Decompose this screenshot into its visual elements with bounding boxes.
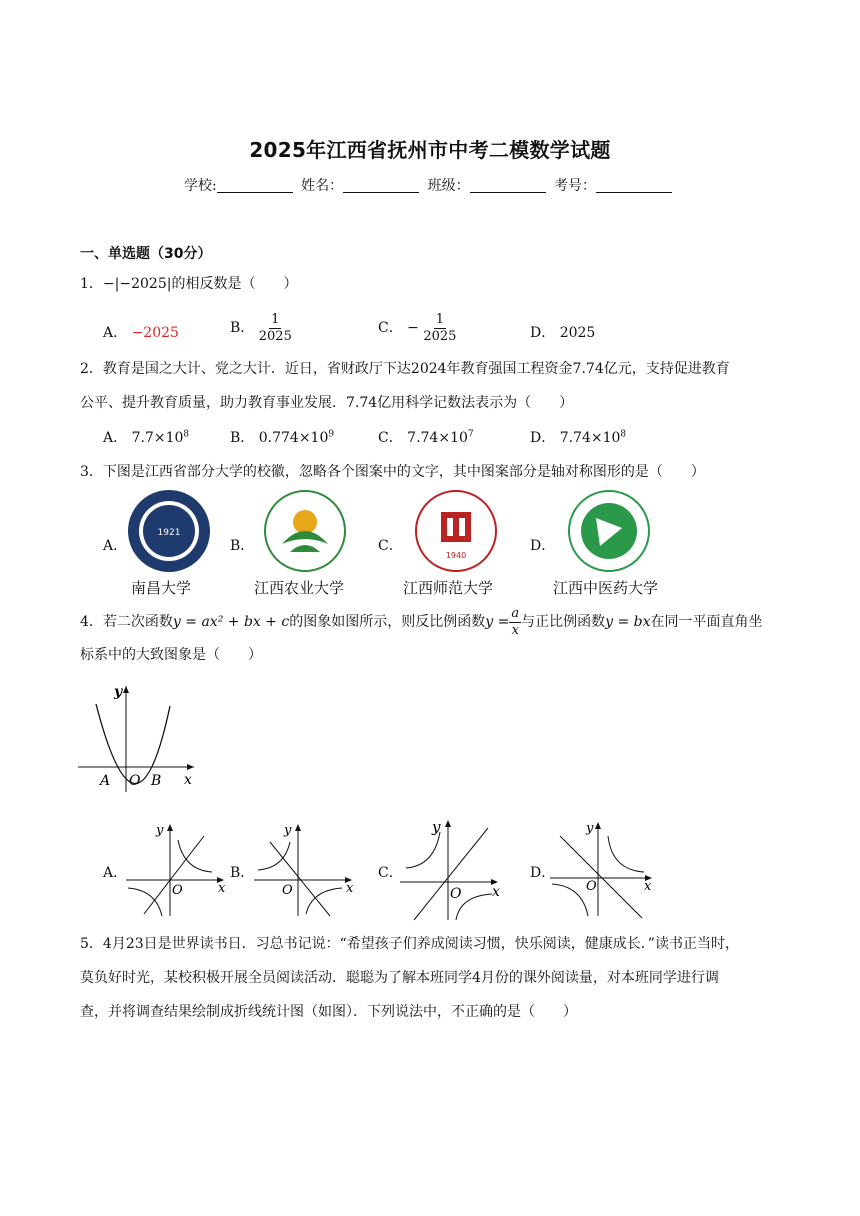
y-axis-label: y: [114, 684, 123, 700]
y-axis-label: y: [432, 818, 441, 836]
q4-text-d: 在同一平面直角坐: [650, 614, 763, 631]
option-label: A．: [103, 430, 128, 446]
x-axis-label: x: [218, 881, 226, 896]
student-info-line: [0, 175, 860, 195]
q4-option-d[interactable]: D．: [530, 865, 556, 881]
q3-option-d[interactable]: D．: [530, 538, 556, 554]
q4-graph-c: [396, 816, 506, 922]
q2-option-a[interactable]: [103, 427, 189, 447]
direct-function-expression: y = bx: [605, 614, 651, 631]
option-exponent: 7: [467, 429, 474, 440]
option-label: C．: [378, 430, 403, 446]
q4-option-a[interactable]: A．: [103, 865, 128, 881]
q4-graph-a: [122, 820, 232, 920]
minus-sign: −: [407, 320, 419, 337]
school-blank[interactable]: [217, 178, 293, 193]
option-label: D．: [530, 430, 556, 446]
question-1-stem: [80, 267, 785, 301]
q1-option-c[interactable]: [378, 312, 456, 344]
name-label: 姓名：: [301, 178, 344, 194]
x-axis-label: x: [644, 879, 652, 894]
exam-number-blank[interactable]: [596, 178, 672, 193]
logo-caption-a: 南昌大学: [131, 579, 192, 597]
jiangxi-normal-university-logo: [413, 488, 499, 574]
question-2-stem: [80, 352, 785, 420]
q4-line-2: 标系中的大致图象是（ ）: [80, 647, 262, 664]
option-label: B．: [230, 430, 255, 446]
quadratic-expression: y = ax² + bx + c: [172, 614, 290, 631]
section-heading: 一、单选题（30分）: [80, 246, 212, 262]
option-exponent: 9: [328, 429, 335, 440]
x-axis-label: x: [184, 772, 192, 788]
q2-line-1: 教育是国之大计、党之大计．近日，省财政厅下达2024年教育强国工程资金7.74亿元，支持促进教育: [102, 361, 730, 377]
question-number: 2．: [80, 361, 103, 377]
q2-option-b[interactable]: [230, 427, 334, 447]
jiangxi-agricultural-university-logo: [262, 488, 348, 574]
q1-stem-text: 的相反数是（ ）: [171, 276, 298, 292]
x-axis-label: x: [346, 881, 354, 896]
option-mantissa: 7.74×10: [559, 430, 621, 446]
numerator: a: [511, 606, 520, 621]
q4-text-c: 与正比例函数: [521, 614, 606, 631]
option-value: 2025: [559, 325, 596, 341]
question-number: 3．: [80, 464, 103, 480]
point-a-label: A: [100, 773, 111, 789]
class-blank[interactable]: [470, 178, 546, 193]
page-title: 2025年江西省抚州市中考二模数学试题: [249, 138, 611, 162]
logo-caption-d: 江西中医药大学: [553, 579, 659, 597]
option-mantissa: 7.7×10: [131, 430, 184, 446]
question-4-stem: [80, 606, 785, 672]
q1-expression: −|−2025|: [102, 276, 172, 292]
parabola-graph: [74, 682, 204, 802]
fraction: [423, 312, 456, 344]
origin-label: O: [586, 879, 597, 894]
q4-option-b[interactable]: B．: [230, 865, 255, 881]
fraction: [259, 312, 292, 344]
q1-option-a[interactable]: [103, 322, 179, 342]
q3-option-b[interactable]: B．: [230, 538, 255, 554]
inverse-function-lhs: y =: [485, 614, 510, 631]
option-exponent: 8: [183, 429, 190, 440]
option-mantissa: 7.74×10: [407, 430, 468, 446]
x-axis-label: x: [492, 884, 500, 900]
exam-number-label: 考号：: [554, 178, 597, 194]
option-exponent: 8: [620, 429, 627, 440]
option-label: C．: [378, 320, 403, 337]
question-number: 5．: [80, 936, 103, 952]
origin-label: O: [282, 883, 293, 898]
q3-option-a[interactable]: A．: [103, 538, 128, 554]
question-number: 1．: [80, 276, 103, 292]
numerator: 1: [435, 312, 445, 327]
y-axis-label: y: [586, 821, 594, 836]
option-value: −2025: [131, 325, 179, 341]
q5-line-2: 莫负好时光，某校积极开展全员阅读活动．聪聪为了解本班同学4月份的课外阅读量，对本班同学进行调: [80, 970, 719, 986]
option-label: D．: [530, 325, 556, 341]
logo-caption-b: 江西农业大学: [254, 579, 345, 597]
name-blank[interactable]: [343, 178, 419, 193]
y-axis-label: y: [284, 823, 292, 838]
y-axis-label: y: [156, 823, 164, 838]
nanchang-university-logo: [126, 488, 212, 574]
denominator: 2025: [423, 328, 457, 344]
option-label: B．: [230, 320, 255, 337]
numerator: 1: [271, 312, 280, 327]
jiangxi-tcm-university-logo: [566, 488, 652, 574]
q1-option-d[interactable]: [530, 322, 595, 342]
q4-graph-b: [250, 820, 360, 920]
q4-option-c[interactable]: C．: [378, 865, 403, 881]
q4-graph-d: [546, 818, 658, 920]
origin-label: O: [129, 773, 141, 789]
q4-text-a: 若二次函数: [102, 614, 173, 631]
q2-option-c[interactable]: [378, 427, 474, 447]
question-3-stem: [80, 455, 785, 489]
q1-option-b[interactable]: [230, 312, 292, 344]
logo-year: 1921: [157, 528, 181, 538]
q4-text-b: 的图象如图所示，则反比例函数: [289, 614, 486, 631]
q2-line-2: 公平、提升教育质量，助力教育事业发展．7.74亿用科学记数法表示为（ ）: [80, 395, 574, 411]
fraction: [509, 606, 521, 638]
q5-line-3: 查，并将调查结果绘制成折线统计图（如图）．下列说法中，不正确的是（ ）: [80, 1004, 577, 1020]
denominator: x: [511, 622, 519, 638]
origin-label: O: [172, 883, 183, 898]
option-mantissa: 0.774×10: [258, 430, 329, 446]
denominator: 2025: [258, 328, 292, 344]
school-label: 学校:: [183, 178, 217, 194]
q2-option-d[interactable]: [530, 427, 626, 447]
question-5-stem: [80, 927, 785, 1029]
q3-stem-text: 下图是江西省部分大学的校徽，忽略各个图案中的文字，其中图案部分是轴对称图形的是（ ）: [102, 464, 705, 480]
logo-year: 1940: [445, 551, 467, 560]
logo-caption-c: 江西师范大学: [403, 579, 494, 597]
option-label: A．: [103, 325, 128, 341]
origin-label: O: [450, 886, 462, 902]
question-number: 4．: [80, 614, 103, 631]
q5-line-1: 4月23日是世界读书日．习总书记说：“希望孩子们养成阅读习惯，快乐阅读，健康成长．”读书正当时，: [102, 936, 739, 952]
q3-option-c[interactable]: C．: [378, 538, 403, 554]
class-label: 班级：: [427, 178, 470, 194]
point-b-label: B: [151, 773, 162, 789]
